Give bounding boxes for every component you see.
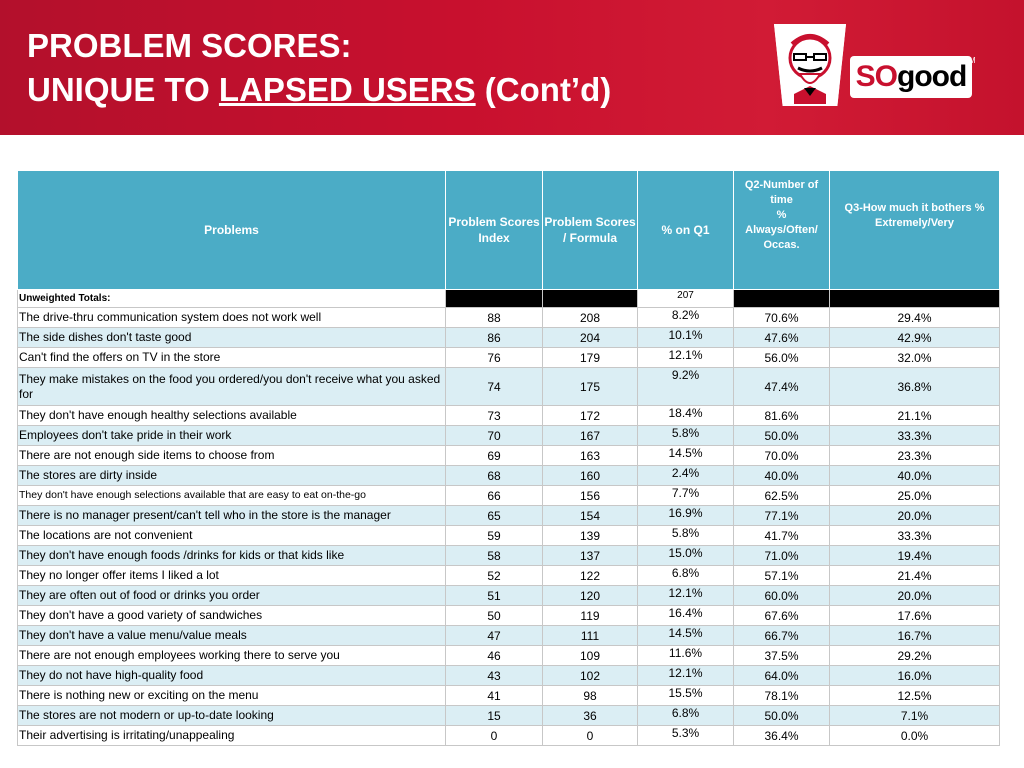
q2-cell: 37.5% bbox=[734, 646, 830, 666]
scores-index-cell: 74 bbox=[446, 368, 543, 406]
scores-formula-cell: 120 bbox=[543, 586, 638, 606]
pct-q1-cell: 10.1% bbox=[638, 328, 734, 348]
trademark-symbol: TM bbox=[964, 56, 976, 65]
table-row bbox=[18, 426, 1000, 446]
problem-cell: There is nothing new or exciting on the menu bbox=[18, 686, 446, 706]
totals-q3-cell bbox=[830, 290, 1000, 308]
table-row bbox=[18, 348, 1000, 368]
table-row bbox=[18, 526, 1000, 546]
q2-cell: 57.1% bbox=[734, 566, 830, 586]
totals-q1-base: 207 bbox=[638, 290, 734, 308]
table-row bbox=[18, 686, 1000, 706]
q3-cell: 23.3% bbox=[830, 446, 1000, 466]
q3-cell: 32.0% bbox=[830, 348, 1000, 368]
table-row bbox=[18, 626, 1000, 646]
pct-q1-cell: 11.6% bbox=[638, 646, 734, 666]
q2-cell: 67.6% bbox=[734, 606, 830, 626]
problem-cell: They do not have high-quality food bbox=[18, 666, 446, 686]
q3-cell: 25.0% bbox=[830, 486, 1000, 506]
table-row bbox=[18, 706, 1000, 726]
page-title bbox=[27, 24, 611, 112]
header-pct-q1: % on Q1 bbox=[638, 171, 734, 290]
header-q2-line3: Always/Often/ Occas. bbox=[745, 224, 818, 251]
totals-q2-cell bbox=[734, 290, 830, 308]
pct-q1-cell: 12.1% bbox=[638, 586, 734, 606]
q2-cell: 36.4% bbox=[734, 726, 830, 746]
problem-cell: The side dishes don't taste good bbox=[18, 328, 446, 348]
scores-index-cell: 59 bbox=[446, 526, 543, 546]
scores-index-cell: 58 bbox=[446, 546, 543, 566]
pct-q1-cell: 16.9% bbox=[638, 506, 734, 526]
q3-cell: 20.0% bbox=[830, 586, 1000, 606]
table-row bbox=[18, 726, 1000, 746]
q2-cell: 78.1% bbox=[734, 686, 830, 706]
scores-index-cell: 68 bbox=[446, 466, 543, 486]
table-row bbox=[18, 566, 1000, 586]
q2-cell: 66.7% bbox=[734, 626, 830, 646]
q3-cell: 21.1% bbox=[830, 406, 1000, 426]
header-q2-line2: % bbox=[776, 209, 787, 221]
pct-q1-cell: 14.5% bbox=[638, 626, 734, 646]
logo-so-text: SO bbox=[855, 60, 898, 93]
scores-index-cell: 76 bbox=[446, 348, 543, 368]
q2-cell: 64.0% bbox=[734, 666, 830, 686]
q2-cell: 50.0% bbox=[734, 426, 830, 446]
scores-formula-cell: 167 bbox=[543, 426, 638, 446]
table-row bbox=[18, 406, 1000, 426]
scores-formula-cell: 36 bbox=[543, 706, 638, 726]
q2-cell: 47.6% bbox=[734, 328, 830, 348]
q2-cell: 56.0% bbox=[734, 348, 830, 368]
problem-cell: There are not enough employees working there to serve you bbox=[18, 646, 446, 666]
header-q2-line1: Q2-Number of time bbox=[744, 179, 819, 206]
problem-cell: They don't have enough selections available that are easy to eat on-the-go bbox=[18, 486, 446, 506]
sogood-wordmark bbox=[850, 56, 972, 98]
q2-cell: 40.0% bbox=[734, 466, 830, 486]
q2-cell: 41.7% bbox=[734, 526, 830, 546]
colonel-face-icon bbox=[774, 24, 846, 106]
q3-cell: 40.0% bbox=[830, 466, 1000, 486]
problem-cell: The locations are not convenient bbox=[18, 526, 446, 546]
scores-index-cell: 65 bbox=[446, 506, 543, 526]
q2-cell: 70.6% bbox=[734, 308, 830, 328]
scores-formula-cell: 109 bbox=[543, 646, 638, 666]
scores-formula-cell: 139 bbox=[543, 526, 638, 546]
table-row bbox=[18, 506, 1000, 526]
totals-formula-cell bbox=[543, 290, 638, 308]
scores-index-cell: 47 bbox=[446, 626, 543, 646]
title-line-2-suffix: (Cont’d) bbox=[475, 71, 612, 108]
colonel-face-svg bbox=[774, 24, 846, 106]
problem-cell: They don't have a good variety of sandwiches bbox=[18, 606, 446, 626]
pct-q1-cell: 6.8% bbox=[638, 706, 734, 726]
header-banner bbox=[0, 0, 1024, 135]
pct-q1-cell: 15.0% bbox=[638, 546, 734, 566]
scores-index-cell: 73 bbox=[446, 406, 543, 426]
scores-index-cell: 70 bbox=[446, 426, 543, 446]
totals-index-cell bbox=[446, 290, 543, 308]
scores-index-cell: 15 bbox=[446, 706, 543, 726]
q3-cell: 29.4% bbox=[830, 308, 1000, 328]
pct-q1-cell: 18.4% bbox=[638, 406, 734, 426]
q3-cell: 7.1% bbox=[830, 706, 1000, 726]
header-q2 bbox=[734, 171, 830, 290]
table-row bbox=[18, 308, 1000, 328]
scores-formula-cell: 98 bbox=[543, 686, 638, 706]
q3-cell: 12.5% bbox=[830, 686, 1000, 706]
q3-cell: 42.9% bbox=[830, 328, 1000, 348]
scores-formula-cell: 111 bbox=[543, 626, 638, 646]
q3-cell: 20.0% bbox=[830, 506, 1000, 526]
table-row bbox=[18, 606, 1000, 626]
q3-cell: 33.3% bbox=[830, 426, 1000, 446]
pct-q1-cell: 5.8% bbox=[638, 426, 734, 446]
q2-cell: 70.0% bbox=[734, 446, 830, 466]
table-row bbox=[18, 646, 1000, 666]
pct-q1-cell: 9.2% bbox=[638, 368, 734, 406]
table-row bbox=[18, 328, 1000, 348]
pct-q1-cell: 8.2% bbox=[638, 308, 734, 328]
q2-cell: 62.5% bbox=[734, 486, 830, 506]
q2-cell: 47.4% bbox=[734, 368, 830, 406]
problem-scores-table bbox=[17, 170, 1000, 746]
scores-formula-cell: 172 bbox=[543, 406, 638, 426]
pct-q1-cell: 6.8% bbox=[638, 566, 734, 586]
title-line-2-prefix: UNIQUE TO bbox=[27, 71, 219, 108]
q2-cell: 60.0% bbox=[734, 586, 830, 606]
scores-index-cell: 0 bbox=[446, 726, 543, 746]
scores-formula-cell: 175 bbox=[543, 368, 638, 406]
q3-cell: 36.8% bbox=[830, 368, 1000, 406]
header-q3: Q3-How much it bothers % Extremely/Very bbox=[830, 171, 1000, 290]
q3-cell: 19.4% bbox=[830, 546, 1000, 566]
pct-q1-cell: 5.3% bbox=[638, 726, 734, 746]
scores-index-cell: 88 bbox=[446, 308, 543, 328]
scores-index-cell: 43 bbox=[446, 666, 543, 686]
scores-index-cell: 50 bbox=[446, 606, 543, 626]
q3-cell: 17.6% bbox=[830, 606, 1000, 626]
table-row bbox=[18, 368, 1000, 406]
q3-cell: 16.7% bbox=[830, 626, 1000, 646]
q3-cell: 16.0% bbox=[830, 666, 1000, 686]
problem-cell: They no longer offer items I liked a lot bbox=[18, 566, 446, 586]
scores-formula-cell: 119 bbox=[543, 606, 638, 626]
problem-cell: They make mistakes on the food you ordered/you don't receive what you asked for bbox=[18, 368, 446, 406]
scores-formula-cell: 179 bbox=[543, 348, 638, 368]
table-row bbox=[18, 486, 1000, 506]
problem-cell: Their advertising is irritating/unappealing bbox=[18, 726, 446, 746]
title-line-2-underlined: LAPSED USERS bbox=[218, 71, 476, 108]
header-scores-index: Problem Scores Index bbox=[446, 171, 543, 290]
scores-formula-cell: 102 bbox=[543, 666, 638, 686]
scores-formula-cell: 156 bbox=[543, 486, 638, 506]
header-scores-formula: Problem Scores / Formula bbox=[543, 171, 638, 290]
pct-q1-cell: 5.8% bbox=[638, 526, 734, 546]
table-row bbox=[18, 666, 1000, 686]
q3-cell: 29.2% bbox=[830, 646, 1000, 666]
pct-q1-cell: 7.7% bbox=[638, 486, 734, 506]
brand-logo bbox=[766, 20, 974, 108]
scores-formula-cell: 163 bbox=[543, 446, 638, 466]
pct-q1-cell: 15.5% bbox=[638, 686, 734, 706]
totals-row bbox=[18, 290, 1000, 308]
scores-index-cell: 69 bbox=[446, 446, 543, 466]
problem-cell: The drive-thru communication system does not work well bbox=[18, 308, 446, 328]
table-row bbox=[18, 586, 1000, 606]
q2-cell: 71.0% bbox=[734, 546, 830, 566]
scores-formula-cell: 0 bbox=[543, 726, 638, 746]
header-problems: Problems bbox=[18, 171, 446, 290]
logo-good-text: good bbox=[897, 60, 967, 93]
scores-index-cell: 41 bbox=[446, 686, 543, 706]
scores-formula-cell: 137 bbox=[543, 546, 638, 566]
problem-cell: They are often out of food or drinks you order bbox=[18, 586, 446, 606]
table-row bbox=[18, 546, 1000, 566]
scores-index-cell: 66 bbox=[446, 486, 543, 506]
scores-formula-cell: 122 bbox=[543, 566, 638, 586]
table-row bbox=[18, 446, 1000, 466]
pct-q1-cell: 2.4% bbox=[638, 466, 734, 486]
problem-cell: The stores are dirty inside bbox=[18, 466, 446, 486]
scores-index-cell: 51 bbox=[446, 586, 543, 606]
q2-cell: 50.0% bbox=[734, 706, 830, 726]
problem-cell: Can't find the offers on TV in the store bbox=[18, 348, 446, 368]
title-line-1: PROBLEM SCORES: bbox=[27, 27, 352, 64]
pct-q1-cell: 12.1% bbox=[638, 666, 734, 686]
pct-q1-cell: 12.1% bbox=[638, 348, 734, 368]
q2-cell: 81.6% bbox=[734, 406, 830, 426]
problem-cell: The stores are not modern or up-to-date looking bbox=[18, 706, 446, 726]
pct-q1-cell: 14.5% bbox=[638, 446, 734, 466]
problem-cell: They don't have a value menu/value meals bbox=[18, 626, 446, 646]
problem-cell: Employees don't take pride in their work bbox=[18, 426, 446, 446]
pct-q1-cell: 16.4% bbox=[638, 606, 734, 626]
scores-formula-cell: 208 bbox=[543, 308, 638, 328]
scores-index-cell: 86 bbox=[446, 328, 543, 348]
problem-cell: There are not enough side items to choose from bbox=[18, 446, 446, 466]
problem-cell: There is no manager present/can't tell who in the store is the manager bbox=[18, 506, 446, 526]
scores-index-cell: 52 bbox=[446, 566, 543, 586]
scores-formula-cell: 154 bbox=[543, 506, 638, 526]
table-row bbox=[18, 466, 1000, 486]
problem-cell: They don't have enough healthy selections available bbox=[18, 406, 446, 426]
q3-cell: 21.4% bbox=[830, 566, 1000, 586]
table-header-row bbox=[18, 171, 1000, 290]
q3-cell: 0.0% bbox=[830, 726, 1000, 746]
q2-cell: 77.1% bbox=[734, 506, 830, 526]
q3-cell: 33.3% bbox=[830, 526, 1000, 546]
scores-index-cell: 46 bbox=[446, 646, 543, 666]
scores-formula-cell: 204 bbox=[543, 328, 638, 348]
problem-cell: They don't have enough foods /drinks for kids or that kids like bbox=[18, 546, 446, 566]
totals-label: Unweighted Totals: bbox=[18, 290, 446, 308]
scores-formula-cell: 160 bbox=[543, 466, 638, 486]
